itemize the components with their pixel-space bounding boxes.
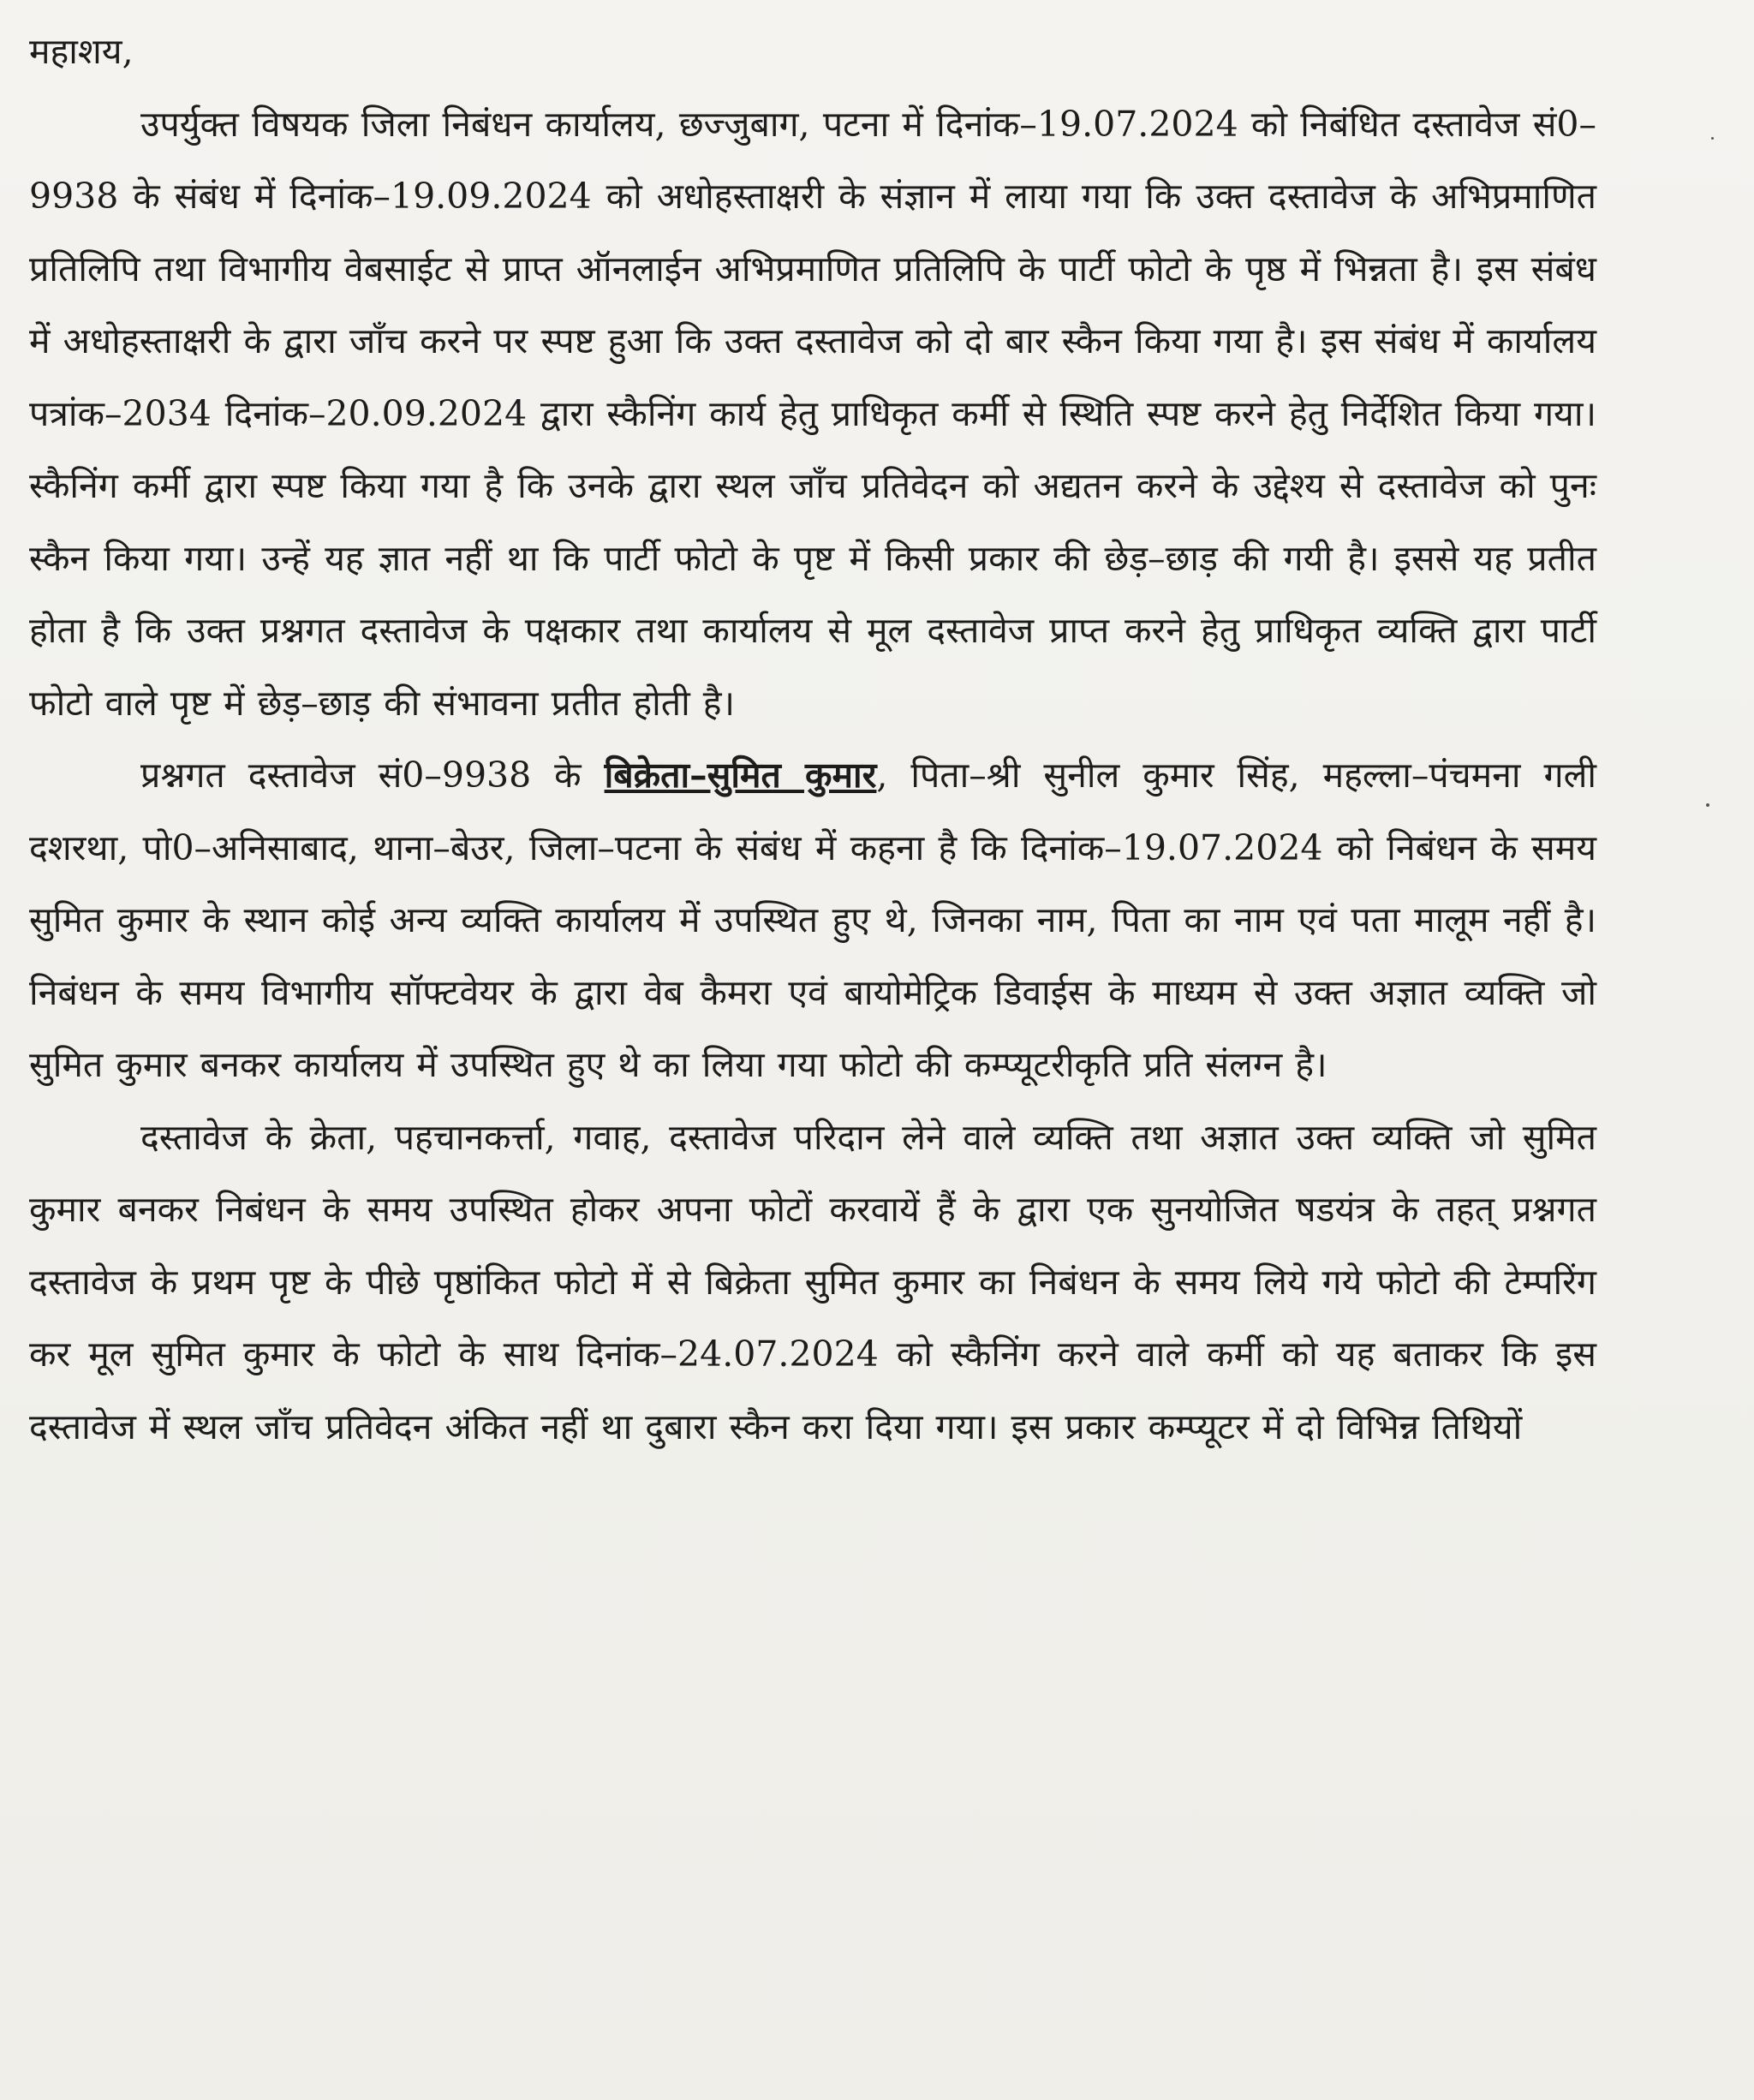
paragraph-3: दस्तावेज के क्रेता, पहचानकर्त्ता, गवाह, दस्तावेज परिदान लेने वाले व्यक्ति तथा अज्ञात उक्त व्यक्ति जो सुमित कुमार बनकर निबंधन के समय उपस्थित होकर अपना फोटों करवायें हैं के द्वारा एक सुनयोजित षडयंत्र के तहत् प्रश्नगत दस्तावेज के प्रथम पृष्ट के पीछे पृष्ठांकित फोटो में से बिक्रेता सुमित कुमार का निबंधन के समय लिये गये फोटो की टेम्परिंग कर मूल सुमित कुमार के फोटो के साथ दिनांक–24.07.2024 को स्कैनिंग करने वाले कर्मी को यह बताकर कि इस दस्तावेज में स्थल जाँच प्रतिवेदन अंकित नहीं था दुबारा स्कैन करा दिया गया। इस प्रकार कम्प्यूटर में दो विभिन्न तिथियों — [29, 1116, 1596, 1447]
scan-speck — [1711, 137, 1714, 140]
seller-name-emphasis: बिक्रेता–सुमित कुमार — [604, 755, 877, 796]
scan-speck — [1706, 803, 1709, 807]
paragraph-2 — [29, 739, 1596, 1101]
paragraph-2-intro: प्रश्नगत दस्तावेज सं0–9938 के — [140, 755, 605, 796]
salutation: महाशय, — [29, 31, 134, 72]
letter-body — [29, 15, 1596, 1463]
paragraph-1: उपर्युक्त विषयक जिला निबंधन कार्यालय, छज्जुबाग, पटना में दिनांक–19.07.2024 को निबंधित दस्तावेज सं0–9938 के संबंध में दिनांक–19.09.2024 को अधोहस्ताक्षरी के संज्ञान में लाया गया कि उक्त दस्तावेज के अभिप्रमाणित प्रतिलिपि तथा विभागीय वेबसाईट से प्राप्त ऑनलाईन अभिप्रमाणित प्रतिलिपि के पार्टी फोटो के पृष्ठ में भिन्नता है। इस संबंध में अधोहस्ताक्षरी के द्वारा जाँच करने पर स्पष्ट हुआ कि उक्त दस्तावेज को दो बार स्कैन किया गया है। इस संबंध में कार्यालय पत्रांक–2034 दिनांक–20.09.2024 द्वारा स्कैनिंग कार्य हेतु प्राधिकृत कर्मी से स्थिति स्पष्ट करने हेतु निर्देशित किया गया। स्कैनिंग कर्मी द्वारा स्पष्ट किया गया है कि उनके द्वारा स्थल जाँच प्रतिवेदन को अद्यतन करने के उद्देश्य से दस्तावेज को पुनः स्कैन किया गया। उन्हें यह ज्ञात नहीं था कि पार्टी फोटो के पृष्ट में किसी प्रकार की छेड़–छाड़ की गयी है। इससे यह प्रतीत होता है कि उक्त प्रश्नगत दस्तावेज के पक्षकार तथा कार्यालय से मूल दस्तावेज प्राप्त करने हेतु प्राधिकृत व्यक्ति द्वारा पार्टी फोटो वाले पृष्ट में छेड़–छाड़ की संभावना प्रतीत होती है। — [29, 103, 1596, 724]
paragraph-2-rest: , पिता–श्री सुनील कुमार सिंह, महल्ला–पंचमना गली दशरथा, पो0–अनिसाबाद, थाना–बेउर, जिला–पटना के संबंध में कहना है कि दिनांक–19.07.2024 को निबंधन के समय सुमित कुमार के स्थान कोई अन्य व्यक्ति कार्यालय में उपस्थित हुए थे, जिनका नाम, पिता का नाम एवं पता मालूम नहीं है। निबंधन के समय विभागीय सॉफ्टवेयर के द्वारा वेब कैमरा एवं बायोमेट्रिक डिवाईस के माध्यम से उक्त अज्ञात व्यक्ति जो सुमित कुमार बनकर कार्यालय में उपस्थित हुए थे का लिया गया फोटो की कम्प्यूटरीकृति प्रति संलग्न है। — [29, 755, 1596, 1085]
